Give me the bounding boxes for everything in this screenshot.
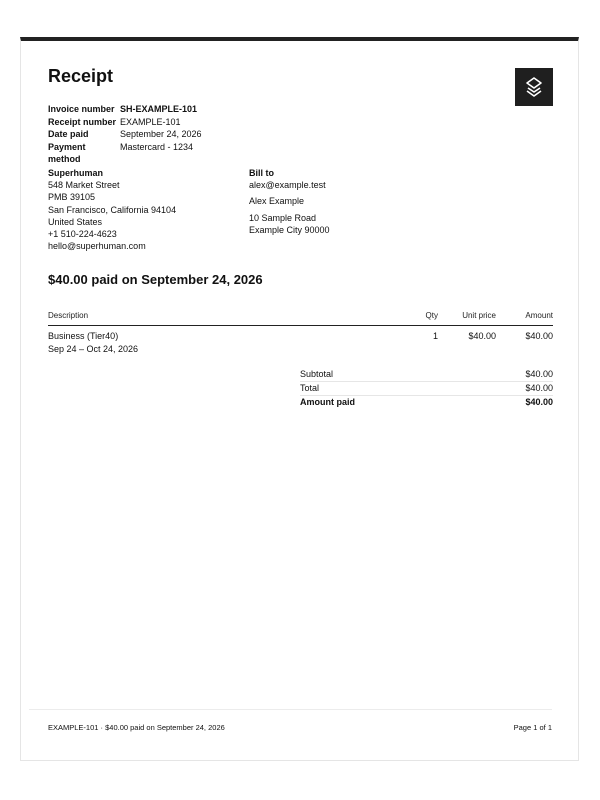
seller-line: 548 Market Street (48, 180, 120, 191)
meta-value: EXAMPLE-101 (120, 116, 181, 127)
line-items-table (48, 311, 553, 354)
total-row (300, 382, 553, 396)
subtotal-label: Subtotal (300, 369, 334, 379)
footer-summary: EXAMPLE-101 · $40.00 paid on September 24, 2026 (48, 723, 225, 732)
subtotal-row (300, 368, 553, 382)
bill-to-email: alex@example.test (249, 180, 326, 191)
meta-label: Payment method (48, 141, 86, 165)
seller-line: United States (48, 216, 103, 227)
receipt-footer (29, 709, 552, 732)
header-unit-price: Unit price (462, 311, 496, 320)
meta-row-payment (48, 141, 202, 166)
header-qty: Qty (425, 311, 438, 320)
amount-paid-row (300, 396, 553, 409)
payment-headline: $40.00 paid on September 24, 2026 (48, 272, 263, 287)
header-description: Description (48, 311, 89, 320)
seller-name: Superhuman (48, 168, 104, 178)
meta-row-receipt (48, 116, 202, 129)
receipt-title: Receipt (48, 66, 114, 86)
total-value: $40.00 (525, 383, 553, 393)
table-row (48, 326, 553, 341)
table-header (48, 311, 553, 326)
header-amount: Amount (525, 311, 553, 320)
amount-paid-value: $40.00 (525, 397, 553, 407)
bill-to-name: Alex Example (249, 196, 305, 207)
meta-row-invoice (48, 103, 202, 116)
meta-value: September 24, 2026 (120, 129, 202, 140)
meta-label: Invoice number (48, 104, 115, 114)
item-description: Business (Tier40) (48, 331, 119, 341)
superhuman-logo-icon (515, 68, 553, 106)
subtotal-value: $40.00 (525, 369, 553, 379)
bill-to-address-line: 10 Sample Road (249, 212, 317, 223)
seller-phone: +1 510-224-4623 (48, 229, 117, 240)
receipt-meta (48, 103, 202, 166)
seller-line: PMB 39105 (48, 192, 96, 203)
seller-email: hello@superhuman.com (48, 241, 146, 252)
meta-row-date (48, 128, 202, 141)
item-period: Sep 24 – Oct 24, 2026 (48, 344, 139, 354)
meta-value: SH-EXAMPLE-101 (120, 104, 198, 114)
receipt-page (20, 37, 579, 761)
item-unit-price: $40.00 (468, 331, 496, 341)
item-qty: 1 (432, 331, 438, 341)
total-label: Total (300, 383, 320, 393)
bill-to (249, 167, 330, 236)
page-number: Page 1 of 1 (513, 723, 552, 732)
totals-table (300, 368, 553, 409)
bill-to-label: Bill to (249, 168, 274, 178)
meta-value: Mastercard - 1234 (120, 141, 194, 152)
seller-address (48, 167, 176, 252)
seller-line: San Francisco, California 94104 (48, 204, 177, 215)
amount-paid-label: Amount paid (300, 397, 355, 407)
meta-label: Receipt number (48, 116, 117, 127)
item-amount: $40.00 (525, 331, 553, 341)
bill-to-address-line: Example City 90000 (249, 224, 330, 235)
meta-label: Date paid (48, 129, 89, 140)
